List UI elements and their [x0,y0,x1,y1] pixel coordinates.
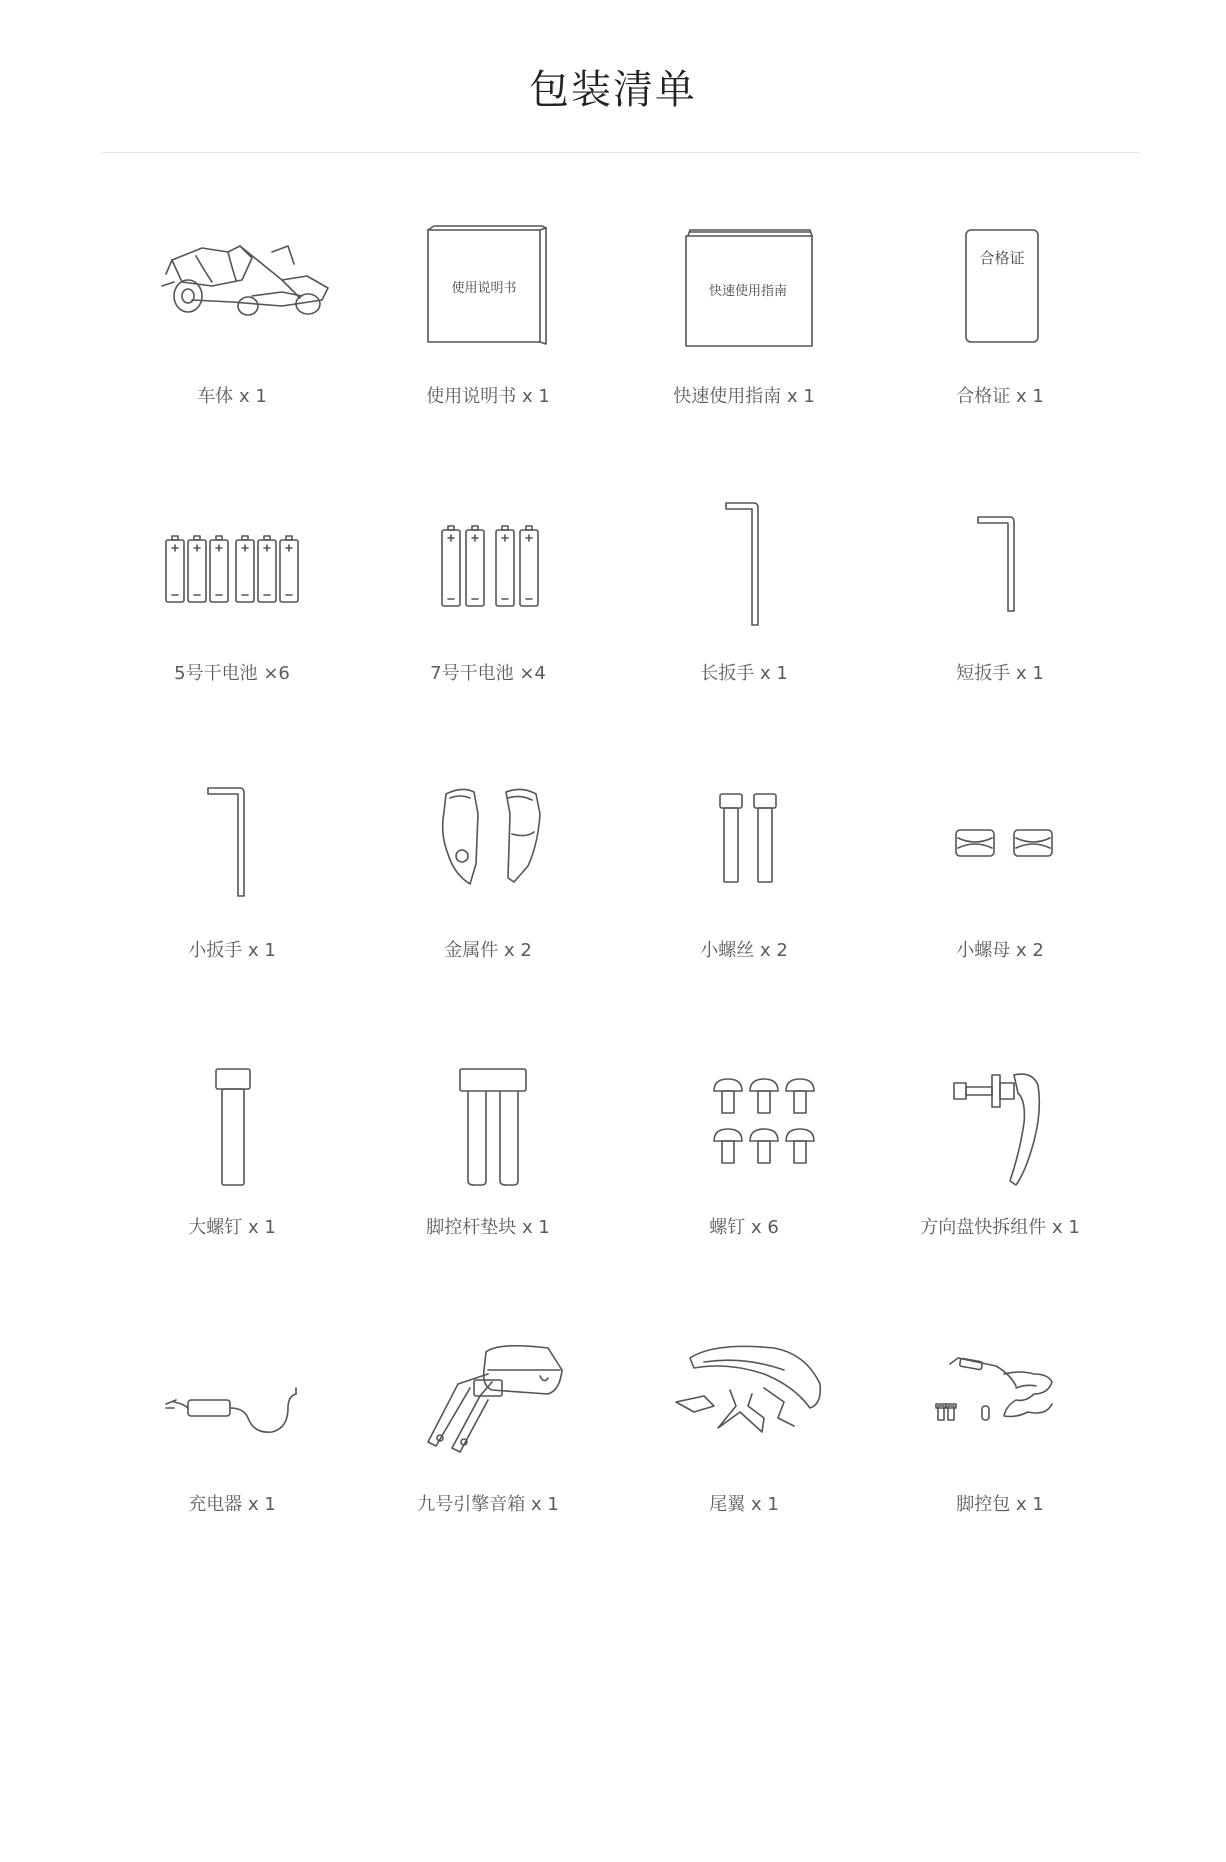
item-card [360,200,616,477]
item-card [616,477,872,754]
item-card [616,200,872,477]
item-card [616,1308,872,1585]
large-bolt-icon [132,1031,332,1191]
item-label: 脚控杆垫块 x 1 [426,1217,550,1238]
short-hex-key-icon [900,477,1100,637]
metal-bracket-icon [388,754,588,914]
page-title: 包装清单 [529,67,697,113]
small-nuts-icon [900,754,1100,914]
item-label: 小扳手 x 1 [188,940,276,961]
item-card [104,200,360,477]
item-card [360,477,616,754]
certificate-cover-text: 合格证 [979,249,1025,267]
item-label: 脚控包 x 1 [956,1494,1044,1515]
manual-booklet-icon [388,200,588,360]
pedal-rod-spacer-icon [388,1031,588,1191]
item-label: 方向盘快拆组件 x 1 [920,1217,1080,1238]
item-card [872,477,1128,754]
item-card [872,1308,1128,1585]
item-label: 小螺母 x 2 [956,940,1044,961]
steering-quick-release-icon [900,1031,1100,1191]
guide-cover-text: 快速使用指南 [708,284,788,299]
small-hex-key-icon [132,754,332,914]
item-card [360,1308,616,1585]
item-card [360,1031,616,1308]
item-label: 螺钉 x 6 [709,1217,779,1238]
aaa-batteries-icon [388,477,588,637]
engine-speaker-icon [388,1308,588,1468]
manual-cover-text: 使用说明书 [451,281,517,296]
screws-icon [644,1031,844,1191]
item-card [872,200,1128,477]
item-card [104,477,360,754]
item-label: 金属件 x 2 [444,940,532,961]
item-label: 大螺钉 x 1 [188,1217,276,1238]
item-card [616,754,872,1031]
item-card [872,1031,1128,1308]
item-label: 短扳手 x 1 [956,663,1044,684]
item-label: 快速使用指南 x 1 [673,386,815,407]
item-label: 使用说明书 x 1 [426,386,550,407]
item-label: 尾翼 x 1 [709,1494,779,1515]
item-label: 长扳手 x 1 [700,663,788,684]
rear-wing-icon [644,1308,844,1468]
item-card [104,1031,360,1308]
certificate-card-icon [900,200,1100,360]
long-hex-key-icon [644,477,844,637]
item-card [872,754,1128,1031]
item-label: 合格证 x 1 [956,386,1044,407]
title-divider [102,152,1140,153]
quick-guide-booklet-icon [644,200,844,360]
charger-icon [132,1308,332,1468]
item-card [616,1031,872,1308]
item-label: 小螺丝 x 2 [700,940,788,961]
item-card [104,754,360,1031]
item-label: 7号干电池 ×4 [430,663,546,684]
item-label: 九号引擎音箱 x 1 [417,1494,559,1515]
aa-batteries-icon [132,477,332,637]
item-label: 5号干电池 ×6 [174,663,290,684]
item-card [104,1308,360,1585]
small-screws-icon [644,754,844,914]
item-card [360,754,616,1031]
go-kart-icon [132,200,332,360]
item-label: 充电器 x 1 [188,1494,276,1515]
pedal-kit-icon [900,1308,1100,1468]
item-label: 车体 x 1 [197,386,267,407]
